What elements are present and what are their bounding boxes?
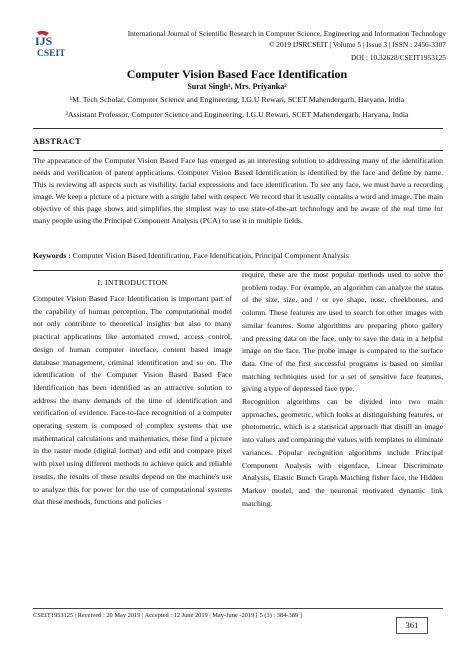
affiliation-1: ¹M. Tech Scholar, Computer Science and Engineering, I.G.U Rewari, SCET Mahendergarh, Haryana, India [69,95,405,104]
intro-paragraph: Computer Vision Based Face Identification is important part of the capability of human perception. The computational model not only contribute to theoretical insights but also to many practical applications like automated crowd, access control, design of human computer interface, content based image database management, criminal identification and so on. The identification of the Computer Vision Based Based Face Identification has been identified as an attractive solution to address the many demands of the time of identification and verification of evidence. Face-to-face recognition of a computer operating system is composed of complex systems that use mathematical calculations and mathematics, these find a picture in the raster mode (digital format) and edit and compare pixel with pixel using different methods to achieve quick and reliable results, the results of these results depend on the machine's use to analyze this for power for the use of computational systems that these methods, functions and policies [33,294,232,507]
keywords-label: Keywords : [33,251,71,260]
svg-text:CSEIT: CSEIT [37,49,66,59]
keywords-text: Computer Vision Based Identification, Face Identification, Principal Component Analysis [72,251,349,260]
keywords-line [33,251,443,260]
journal-logo [33,29,81,59]
abstract-text: The appearance of the Computer Vision Based Face has emerged as an interesting solution to addressing many of the identification needs and verification of patent applications. Computer Vision Based Identification is identified by the face and define by name. This is reviewing all aspects such as visibility, facial expressions and face identification. To see any face, we must have a recording image. We keep a picture of a picture with a single label with respect. We record that it usually contains a word and image. The main objective of this page shows and simplifies the simplest way to use state-of-the-art technology and be aware of the real time for many people using the Principal Component Analysis (PCA) to use it in multiple fields. [33,156,443,225]
abstract-heading: ABSTRACT [33,137,82,146]
intro-paragraph: require, these are the most popular methods used to solve the problem today. For example, an algorithm can analyze the status of the size, size, and / or eye shape, nose, cheekbones, and column. These features are used to search for other images with similar features. Some algorithms are preparing photo gallery and pressing data on the face, only to save the data in a helpful image on the face. The probe image is compared to the surface data. One of the first successful programs is based on similar matching techniques used for a set of sensitive face features, giving a type of depressed face type. [242,270,443,394]
paper-title: Computer Vision Based Face Identification [126,67,348,81]
intro-left-column [33,293,232,509]
paper-authors: Surat Singh¹, Mrs. Priyanka² [187,82,287,91]
page-number: 361 [396,617,428,634]
issue-info: © 2019 IJSRCSEIT | Volume 5 | Issue 3 | ISSN : 2456-3307 [268,40,446,49]
affiliation-2: ²Assistant Professor, Computer Science and Engineering, I.G.U Rewari, SCET Mahendergarh, Haryana, India [65,110,409,119]
intro-paragraph: Recognition algorithms can be divided into two main approaches, geometric, which looks at distinguishing features, or photometric, which is a statistical approach that distill an image into values and comparing the values with templates to eliminate variances. Popular recognition algorithms include Principal Component Analysis with eigenface, Linear Discriminate Analysis, Elastic Bunch Graph Matching fisher face, the Hidden Markov model, and the neuronal motivated dynamic link matching. [242,397,443,508]
divider [33,128,443,129]
footer-citation: CSEIT1953125 | Received : 20 May 2019 | Accepted : 12 June 2019 | May-June -2019 [ 5 (3) : 384-389 ] [33,612,302,619]
intro-right-column [242,269,443,510]
section-heading-introduction: I. INTRODUCTION [97,278,168,287]
doi[interactable]: DOI : 10.32628/CSEIT1953125 [350,53,446,62]
divider [33,150,443,151]
journal-name: International Journal of Scientific Research in Computer Science, Engineering and Information Technology [127,29,446,38]
footer-divider [33,608,443,609]
journal-logo-icon [33,29,81,59]
svg-text:IJS: IJS [35,34,53,48]
